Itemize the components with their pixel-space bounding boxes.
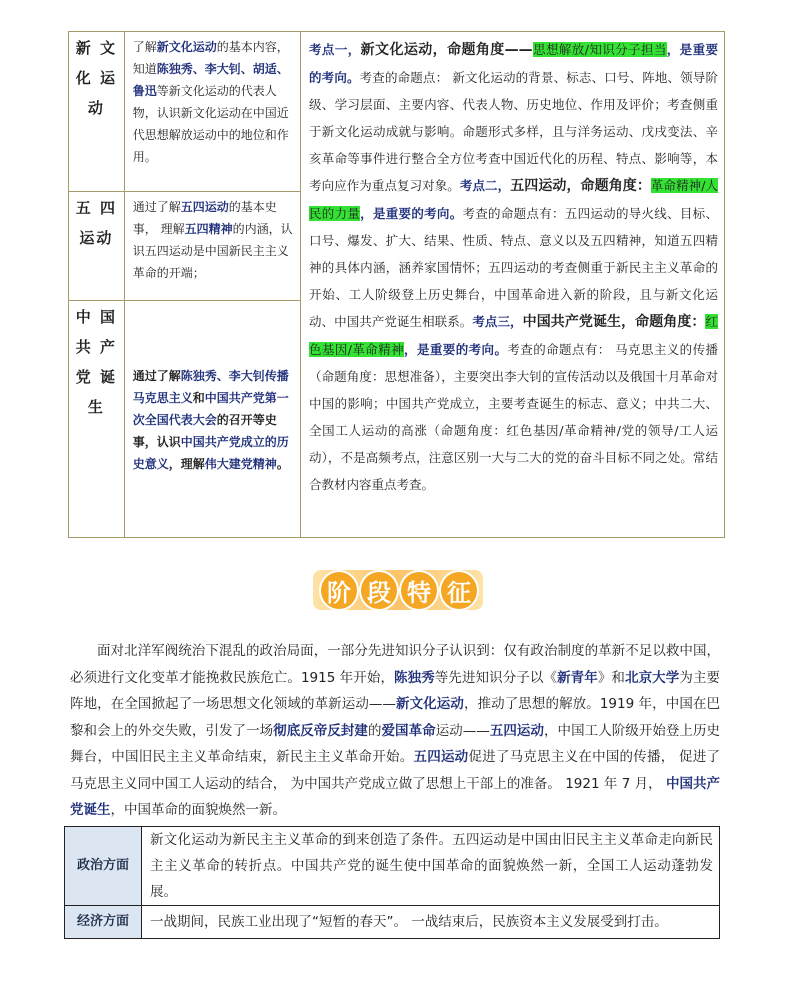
- table-row: [69, 32, 725, 192]
- row-content: 一战期间，民族工业出现了“短暂的春天”。 一战结束后，民族资本主义发展受到打击。: [142, 906, 720, 939]
- text-run: 五四精神: [184, 222, 233, 236]
- text-run: 考点三，: [472, 314, 523, 329]
- text-run: 考查的命题点： 新文化运动的背景、标志、口号、阵地、领导阶级、学习层面、主要内容、代表人物、历史地位、作用及评价；考查侧重于新文化运动成就与影响。命题形式多样，且与洋务运动、戊戌变法、辛亥革命等事件进行整合全方位考查中国近代化的历程、特点、影响等，本考向应作为重点复习对象。: [309, 70, 718, 193]
- text-run: 爱国革命: [381, 722, 436, 739]
- text-run: 思想解放/知识分子担当: [532, 42, 667, 57]
- text-run: 陈独秀、李大钊、胡适、鲁迅: [132, 62, 289, 98]
- text-run: 等新文化运动的代表人物，认识新文化运动在中国近代思想解放运动中的地位和作用。: [132, 84, 289, 164]
- text-run: ，推动了思想的解放。1919 年，中国在巴黎和会上的外交失败，引发了一场: [70, 696, 720, 739]
- requirement-cell: [124, 32, 300, 192]
- row-label: 经济方面: [65, 906, 142, 939]
- requirement-cell: [124, 192, 300, 301]
- text-run: 伟大建党精神: [204, 457, 277, 471]
- text-run: 中国共产党诞生，命题角度：: [522, 314, 706, 330]
- table-row: [65, 906, 720, 939]
- text-run: ，是重要的考向。: [309, 42, 718, 85]
- text-run: 运动——: [435, 722, 490, 739]
- text-run: 为主要阵地，在全国掀起了一场思想文化领域的革新运动——: [70, 669, 721, 712]
- text-run: 新文化运动: [395, 696, 464, 712]
- text-run: 新青年: [557, 669, 598, 686]
- text-run: 的: [367, 722, 382, 739]
- text-run: 新文化运动，命题角度——: [360, 42, 533, 58]
- curriculum-table: [68, 31, 725, 538]
- text-run: 促进了马克思主义在中国的传播， 促进了马克思主义同中国工人运动的结合， 为中国共产党成立做了思想上干部上的准备。 1921 年 7 月，: [70, 749, 721, 792]
- text-run: 陈独秀: [394, 669, 435, 686]
- text-run: 的基本史事， 理解: [132, 200, 277, 236]
- text-run: 彻底反帝反封建: [273, 722, 368, 739]
- text-run: 陈独秀、李大钊传播马克思主义: [132, 369, 289, 405]
- text-run: 。: [276, 457, 289, 471]
- exam-analysis-cell: [301, 32, 725, 538]
- text-run: 考查的命题点有：五四运动的导火线、目标、口号、爆发、扩大、结果、性质、特点、意义以及五四精神，知道五四精神的具体内涵，涵养家国情怀；五四运动的考查侧重于新民主主义革命的开始、工人阶级登上历史舞台，中国革命进入新的阶段，且与新文化运动、中国共产党诞生相联系。: [309, 206, 718, 329]
- topic-cell: 五 四 运动: [69, 192, 125, 301]
- badge-char: 阶: [319, 570, 359, 611]
- text-run: 红色基因/革命精神: [309, 314, 718, 357]
- badge-chars: [319, 564, 479, 611]
- text-run: 新文化运动: [156, 40, 217, 54]
- text-run: 面对北洋军阀统治下混乱的政治局面，一部分先进知识分子认识到：仅有政治制度的革新不足以救中国，必须进行文化变革才能挽救民族危亡。1915 年开始，: [70, 643, 720, 686]
- row-label: 政治方面: [65, 827, 142, 906]
- impact-table: [64, 826, 720, 939]
- requirement-cell: [124, 301, 300, 538]
- topic-cell: 新 文 化 运 动: [69, 32, 125, 192]
- text-run: 的内涵，认识五四运动是中国新民主主义革命的开端；: [132, 222, 293, 280]
- text-run: 中国共产党第一次全国代表大会: [132, 391, 289, 427]
- text-run: 中国共产党诞生: [70, 775, 721, 818]
- text-run: 了解: [132, 40, 157, 54]
- text-run: 考查的命题点有： 马克思主义的传播（命题角度：思想准备），主要突出李大钊的宣传活动以及俄国十月革命对中国的影响；中国共产党成立，主要考查诞生的标志、意义；中共二大、全国工人运动的高涨（命题角度：红色基因/革命精神/党的领导/工人运动），不是高频考点，注意区别一大与二大的党的奋斗目标不同之处。常结合教材内容重点考查。: [309, 342, 718, 492]
- text-run: 革命精神/人民的力量: [309, 178, 718, 221]
- text-run: 中国共产党成立的历史意义: [132, 435, 289, 471]
- stage-paragraph: [70, 638, 720, 824]
- text-run: 五四运动: [413, 749, 469, 765]
- text-run: 》和: [597, 669, 626, 686]
- row-content: 新文化运动为新民主主义革命的到来创造了条件。五四运动是中国由旧民主主义革命走向新民主主义革命的转折点。中国共产党的诞生使中国革命的面貌焕然一新，全国工人运动蓬勃发展。: [142, 827, 720, 906]
- text-run: 等先进知识分子以《: [434, 669, 558, 686]
- text-run: ，中国革命的面貌焕然一新。: [110, 802, 286, 818]
- text-run: ，是重要的考向。: [404, 342, 508, 357]
- badge-char: 征: [439, 570, 479, 611]
- text-run: 北京大学: [625, 669, 680, 686]
- badge-char: 段: [359, 570, 399, 611]
- text-run: ，是重要的考向。: [360, 206, 463, 221]
- text-run: 通过了解: [132, 200, 181, 214]
- text-run: ，中国工人阶级开始登上历史舞台，中国旧民主主义革命结束，新民主主义革命开始。: [70, 722, 721, 765]
- table-row: [65, 827, 720, 906]
- badge-char: 特: [399, 570, 439, 611]
- text-run: 五四运动，命题角度：: [510, 178, 651, 194]
- text-run: 和: [192, 391, 205, 405]
- topic-cell: 中 国 共 产 党 诞 生: [69, 301, 125, 538]
- text-run: 的基本内容，知道: [132, 40, 289, 76]
- text-run: 的召开等史事，认识: [132, 413, 277, 449]
- section-badge: [313, 564, 483, 616]
- text-run: 五四运动: [489, 722, 545, 739]
- text-run: 五四运动: [180, 200, 229, 214]
- text-run: 考点一，: [309, 42, 361, 57]
- text-run: 考点二，: [459, 178, 511, 193]
- text-run: 通过了解: [132, 369, 181, 383]
- text-run: ，理解: [168, 457, 205, 471]
